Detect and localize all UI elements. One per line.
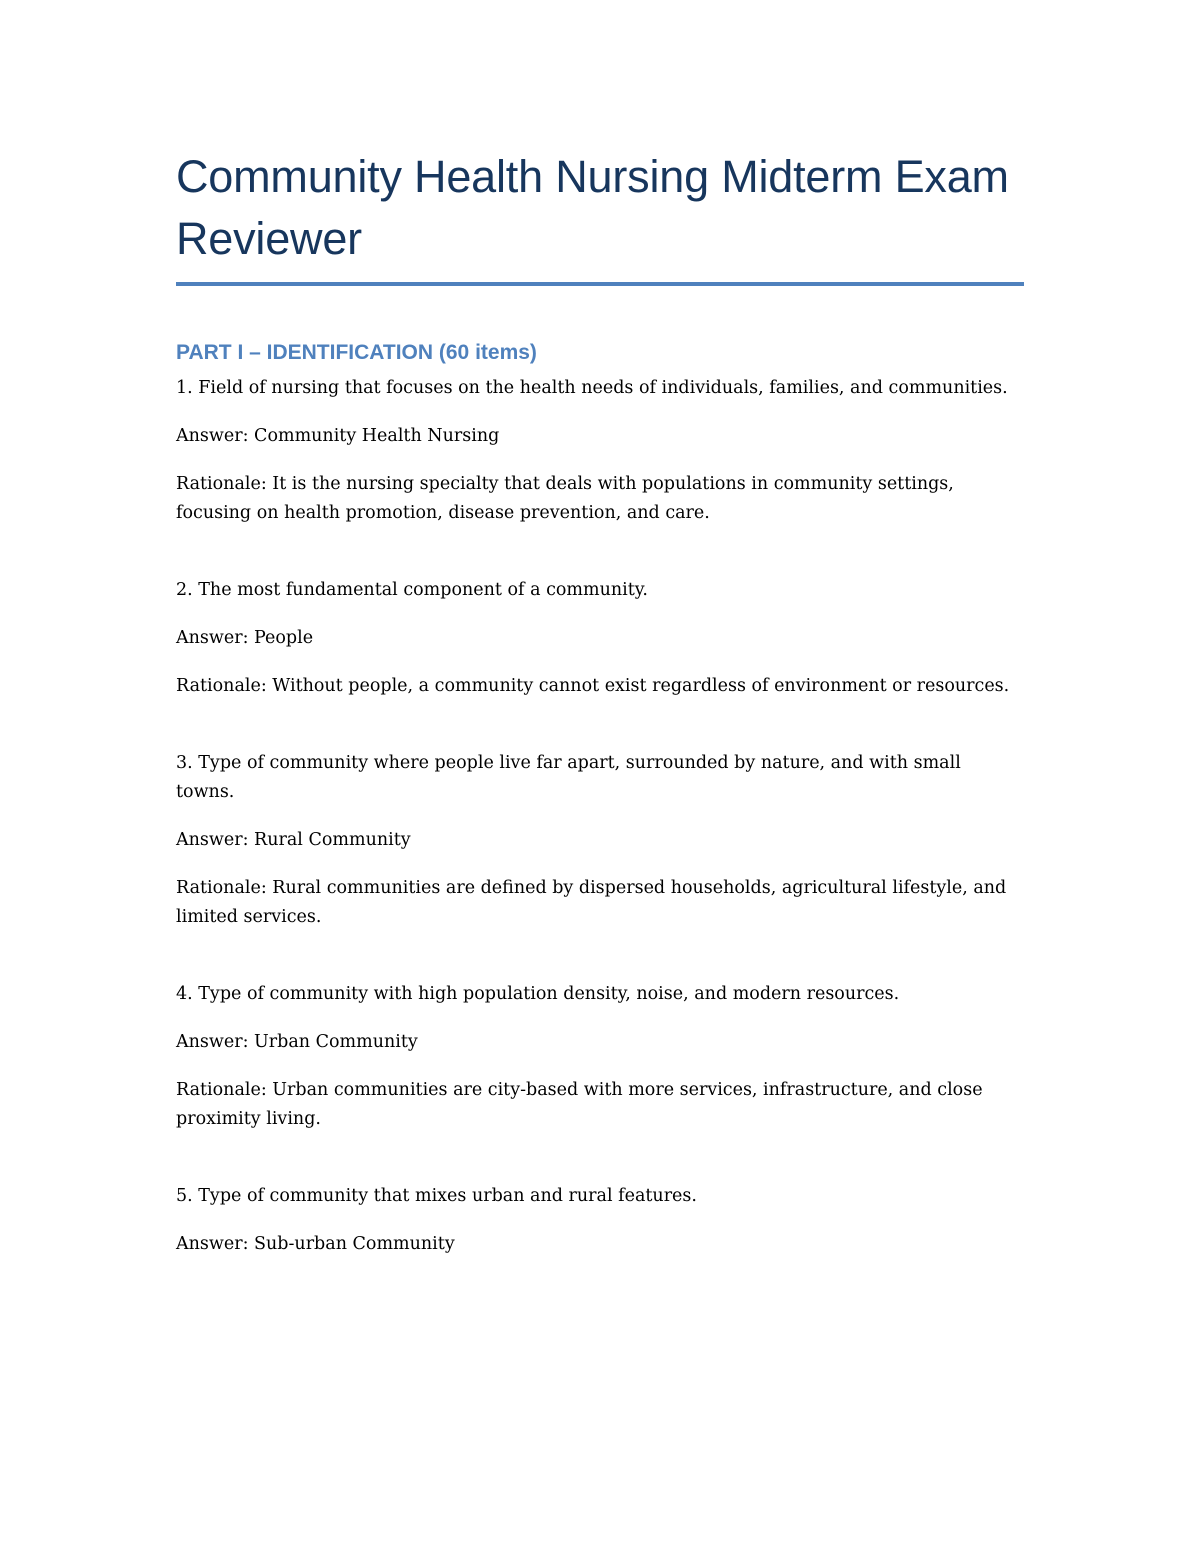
answer-text: Answer: Urban Community <box>176 1032 418 1052</box>
answer-text: Answer: Sub-urban Community <box>176 1234 455 1254</box>
answer-text: Answer: Community Health Nursing <box>176 426 500 446</box>
question-text: 3. Type of community where people live far apart, surrounded by nature, and with small towns. <box>176 753 961 802</box>
question-item-5 <box>176 1182 1024 1259</box>
question-text: 1. Field of nursing that focuses on the health needs of individuals, families, and communities. <box>176 378 1008 398</box>
document-content <box>176 146 1024 1259</box>
rationale-text: Rationale: Rural communities are defined by dispersed households, agricultural lifestyle, and limited services. <box>176 878 1007 927</box>
question-item-3 <box>176 749 1024 932</box>
question-item-1 <box>176 374 1024 528</box>
answer-text: Answer: Rural Community <box>176 830 411 850</box>
part-heading: PART I – IDENTIFICATION (60 items) <box>176 341 537 364</box>
title-underline-rule <box>176 282 1024 286</box>
rationale-text: Rationale: Without people, a community cannot exist regardless of environment or resources. <box>176 676 1010 696</box>
document-title: Community Health Nursing Midterm Exam Reviewer <box>176 151 1009 264</box>
question-text: 5. Type of community that mixes urban and rural features. <box>176 1186 697 1206</box>
question-item-2 <box>176 576 1024 701</box>
question-item-4 <box>176 980 1024 1134</box>
answer-text: Answer: People <box>176 628 314 648</box>
question-text: 2. The most fundamental component of a community. <box>176 580 648 600</box>
rationale-text: Rationale: It is the nursing specialty that deals with populations in community settings, focusing on health promotion, disease prevention, and care. <box>176 474 954 523</box>
question-text: 4. Type of community with high population density, noise, and modern resources. <box>176 984 900 1004</box>
rationale-text: Rationale: Urban communities are city-based with more services, infrastructure, and close proximity living. <box>176 1080 983 1129</box>
